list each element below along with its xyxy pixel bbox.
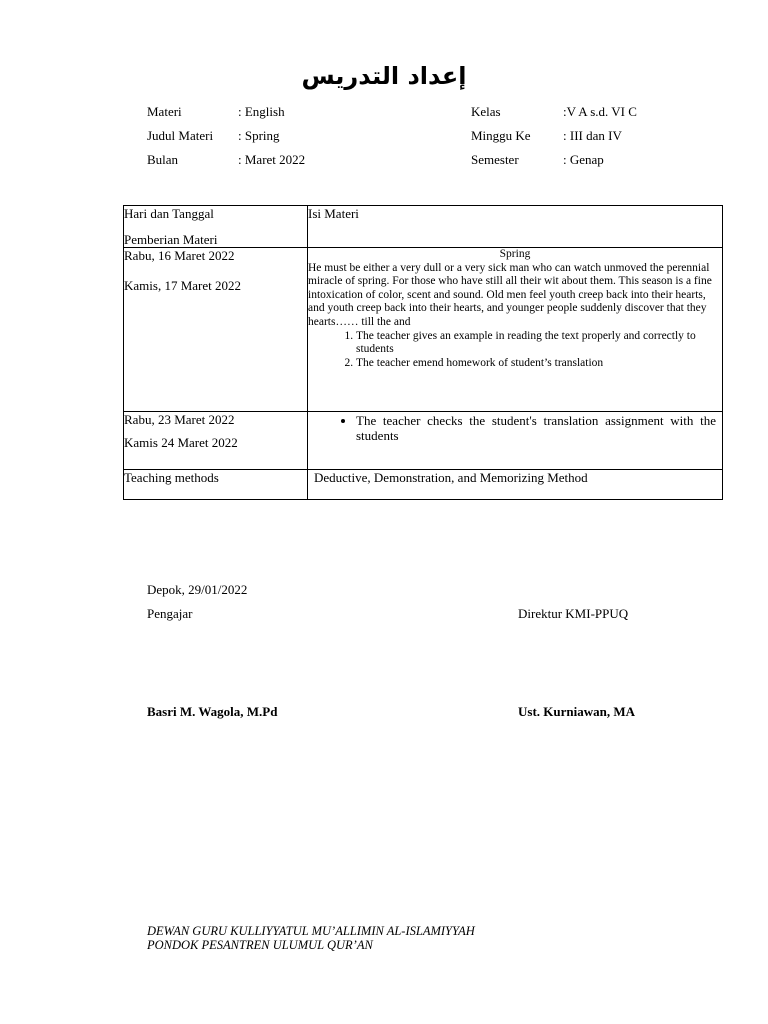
meta-row-semester <box>471 148 637 172</box>
table-header-row <box>124 206 723 248</box>
date-2: Kamis 24 Maret 2022 <box>124 435 238 450</box>
date-cell <box>124 248 308 412</box>
teacher-role: Pengajar <box>147 606 193 621</box>
meta-value: : III dan IV <box>563 128 622 143</box>
meta-row-bulan <box>147 148 305 172</box>
meta-label: Semester <box>471 152 519 167</box>
meta-row-judul <box>147 124 305 148</box>
content-cell <box>308 412 723 470</box>
meta-label: Kelas <box>471 104 501 119</box>
table-row <box>124 470 723 500</box>
header-content-cell: Isi Materi <box>308 206 723 248</box>
meta-value: : Spring <box>238 128 280 143</box>
header-date-cell <box>124 206 308 248</box>
meta-right <box>471 100 637 172</box>
bullet-list <box>308 412 722 443</box>
meta-left <box>147 100 305 172</box>
meta-value: : Maret 2022 <box>238 152 306 167</box>
meta-value: : Genap <box>563 152 604 167</box>
footer-line-2: PONDOK PESANTREN ULUMUL QUR’AN <box>147 938 373 952</box>
meta-label: Minggu Ke <box>471 128 531 143</box>
document-title: إعداد التدريس <box>301 62 467 90</box>
director-name: Ust. Kurniawan, MA <box>518 704 636 719</box>
date-1: Rabu, 16 Maret 2022 <box>124 248 235 263</box>
footer <box>147 924 475 952</box>
date-cell <box>124 412 308 470</box>
content-cell <box>308 248 723 412</box>
date-2: Kamis, 17 Maret 2022 <box>124 278 241 293</box>
meta-value: :V A s.d. VI C <box>563 104 637 119</box>
meta-row-materi <box>147 100 305 124</box>
meta-row-kelas <box>471 100 637 124</box>
director-role: Direktur KMI-PPUQ <box>518 606 629 621</box>
content-subtitle: Spring <box>499 248 531 260</box>
date-1: Rabu, 23 Maret 2022 <box>124 412 235 427</box>
header-date-label-2: Pemberian Materi <box>124 232 218 247</box>
list-item: • The teacher checks the student's translation assignment with the students <box>356 413 716 443</box>
table-row <box>124 412 723 470</box>
table-row <box>124 248 723 412</box>
meta-label: Judul Materi <box>147 128 214 143</box>
place-date: Depok, 29/01/2022 <box>147 582 248 597</box>
meta-label: Bulan <box>147 152 179 167</box>
footer-line-1: DEWAN GURU KULLIYYATUL MU’ALLIMIN AL-ISLAMIYYAH <box>147 924 475 938</box>
teacher-name: Basri M. Wagola, M.Pd <box>147 704 278 719</box>
meta-label: Materi <box>147 104 182 119</box>
list-item: 2. The teacher emend homework of student’s translation <box>356 357 722 371</box>
header-date-label-1: Hari dan Tanggal <box>124 206 214 221</box>
meta-value: : English <box>238 104 285 119</box>
lesson-plan-table <box>123 205 723 500</box>
methods-value-cell: Deductive, Demonstration, and Memorizing Method <box>308 470 723 500</box>
methods-label-cell: Teaching methods <box>124 470 308 500</box>
list-item: 1. The teacher gives an example in reading the text properly and correctly to students <box>356 330 722 357</box>
activity-list <box>308 330 722 371</box>
content-paragraph: He must be either a very dull or a very sick man who can watch unmoved the perennial miracle of spring. For those who have still all their wit about them. This season is a fine intoxication of color, scent and sound. Old men feel youth creep back into their hearts, and youth creep back into their hearts, and younger people suddenly discover that they hearts…… till the and <box>308 261 712 328</box>
meta-row-minggu <box>471 124 637 148</box>
